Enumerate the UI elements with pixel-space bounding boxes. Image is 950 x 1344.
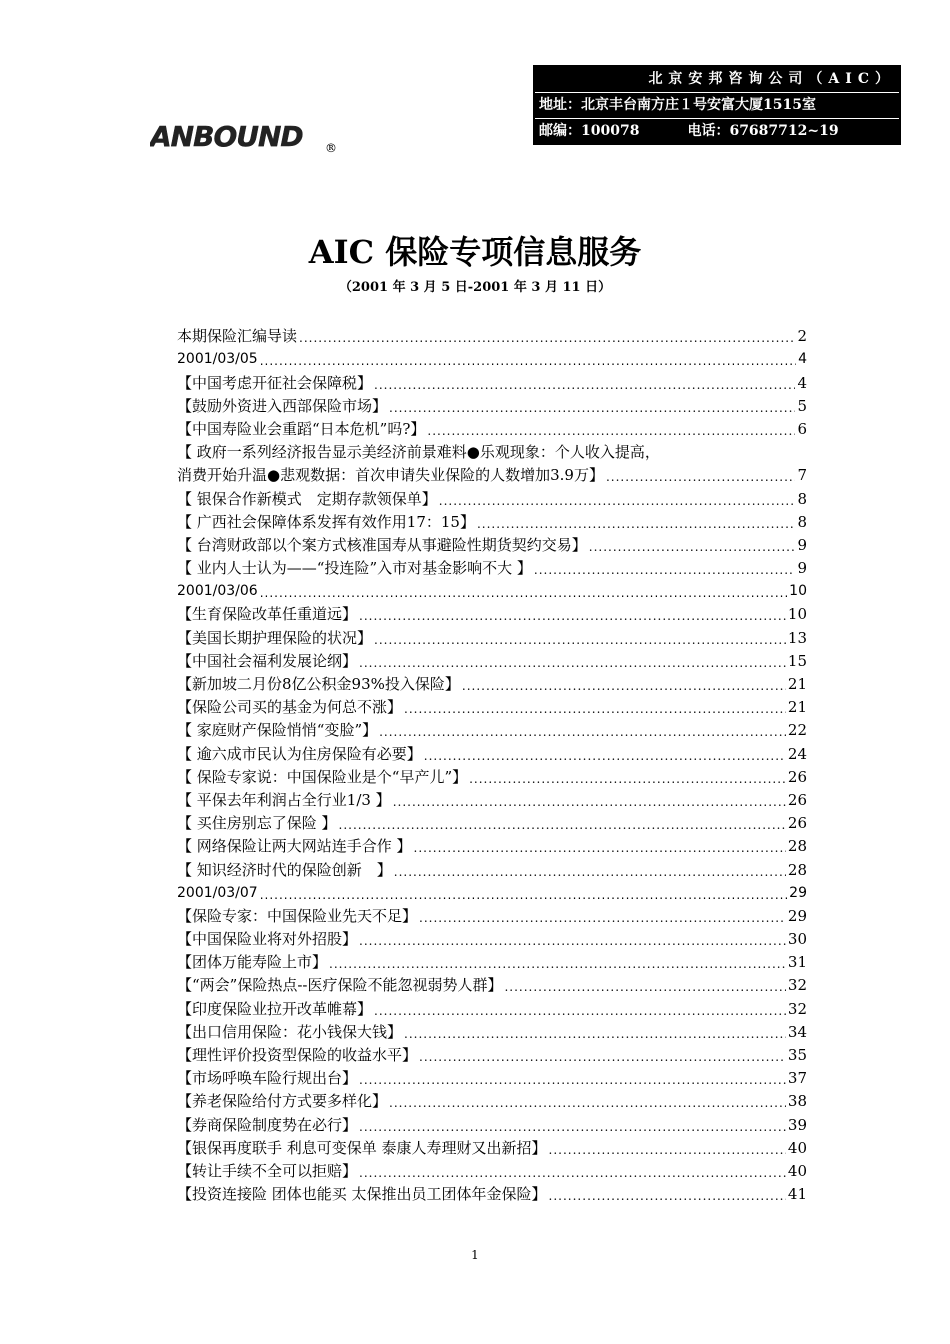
postal-code: 邮编：100078 (539, 123, 640, 139)
toc-leader-dots (549, 1187, 786, 1205)
toc-leader-dots (419, 1048, 786, 1066)
toc-entry-title: 【券商保险制度势在必行】 (177, 1115, 358, 1134)
toc-entry[interactable] (177, 927, 807, 950)
toc-leader-dots (404, 1025, 786, 1043)
toc-page-number: 13 (787, 628, 807, 647)
toc-entry[interactable] (177, 904, 807, 927)
toc-page-number: 5 (797, 396, 807, 415)
toc-entry[interactable] (177, 857, 807, 880)
toc-entry-title: 2001/03/07 (177, 884, 258, 901)
toc-leader-dots (439, 492, 796, 510)
toc-page-number: 31 (787, 953, 807, 972)
toc-entry-title: 【鼓励外资进入西部保险市场】 (177, 396, 388, 415)
toc-page-number: 34 (787, 1022, 807, 1041)
toc-entry-title: 【中国考虑开征社会保障税】 (177, 373, 373, 392)
toc-leader-dots (374, 1002, 786, 1020)
toc-entry[interactable] (177, 370, 807, 393)
toc-date-heading[interactable] (177, 347, 807, 370)
toc-date-heading[interactable] (177, 579, 807, 602)
toc-entry[interactable] (177, 510, 807, 533)
registered-mark: ® (325, 141, 337, 155)
toc-leader-dots (374, 631, 786, 649)
toc-page-number: 22 (787, 721, 807, 740)
toc-entry-title: 【 平保去年利润占全行业1/3 】 (177, 790, 391, 809)
toc-page-number: 9 (797, 559, 807, 578)
toc-page-number: 21 (787, 675, 807, 693)
toc-page-number: 2 (797, 327, 807, 346)
toc-entry[interactable] (177, 463, 807, 486)
toc-page-number: 15 (787, 651, 807, 670)
toc-entry-title: 【出口信用保险：花小钱保大钱】 (177, 1022, 403, 1041)
toc-page-number: 39 (787, 1115, 807, 1134)
toc-page-number: 4 (798, 351, 807, 368)
toc-page-number: 26 (787, 814, 807, 833)
toc-entry-title: 【保险公司买的基金为何总不涨】 (177, 698, 403, 717)
phone-number: 电话：67687712~19 (687, 123, 839, 139)
toc-page-number: 8 (797, 512, 807, 531)
toc-page-number: 40 (787, 1161, 807, 1180)
toc-entry[interactable] (177, 1159, 807, 1182)
toc-leader-dots (504, 978, 785, 996)
toc-page-number: 9 (797, 535, 807, 554)
toc-leader-dots (389, 399, 795, 417)
toc-entry-title: 【 台湾财政部以个案方式核准国寿从事避险性期货契约交易】 (177, 535, 587, 554)
toc-entry[interactable] (177, 695, 807, 718)
toc-page-number: 30 (787, 930, 807, 949)
toc-entry[interactable] (177, 440, 807, 463)
toc-leader-dots (359, 1164, 786, 1182)
toc-entry[interactable] (177, 1089, 807, 1112)
toc-entry-title: 【 广西社会保障体系发挥有效作用17：15】 (177, 512, 475, 531)
toc-leader-dots (260, 584, 787, 602)
anbound-logo-graphic (150, 116, 340, 156)
toc-entry[interactable] (177, 741, 807, 764)
toc-entry-title: 【市场呼唤车险行规出台】 (177, 1069, 358, 1088)
toc-entry[interactable] (177, 324, 807, 347)
toc-entry[interactable] (177, 486, 807, 509)
toc-leader-dots (589, 538, 796, 556)
toc-entry-title: 【转让手续不全可以拒赔】 (177, 1161, 358, 1180)
toc-page-number: 26 (787, 767, 807, 786)
toc-entry-title: 2001/03/06 (177, 583, 258, 600)
toc-entry[interactable] (177, 394, 807, 417)
toc-page-number: 32 (787, 999, 807, 1018)
toc-entry-title: 【理性评价投资型保险的收益水平】 (177, 1046, 418, 1064)
toc-entry-title: 【银保再度联手 利息可变保单 泰康人寿理财又出新招】 (177, 1138, 547, 1157)
toc-entry-title: 2001/03/05 (177, 351, 258, 368)
toc-leader-dots (299, 329, 795, 347)
toc-leader-dots (260, 352, 796, 370)
toc-entry[interactable] (177, 973, 807, 996)
toc-entry[interactable] (177, 649, 807, 672)
toc-page-number: 35 (787, 1046, 807, 1064)
toc-entry[interactable] (177, 1020, 807, 1043)
toc-leader-dots (424, 747, 786, 765)
toc-entry[interactable] (177, 1043, 807, 1066)
toc-entry[interactable] (177, 1066, 807, 1089)
toc-entry[interactable] (177, 417, 807, 440)
toc-entry[interactable] (177, 811, 807, 834)
toc-page-number: 8 (797, 489, 807, 508)
toc-entry-title: 【 知识经济时代的保险创新 】 (177, 860, 392, 879)
table-of-contents (177, 324, 807, 1205)
toc-leader-dots (329, 955, 786, 973)
toc-entry-title: 【 业内人士认为——“投连险”入市对基金影响不大 】 (177, 559, 532, 578)
company-contact (535, 119, 899, 144)
toc-entry-title: 【 银保合作新模式 定期存款领保单】 (177, 489, 437, 508)
toc-entry-title: 【 逾六成市民认为住房保险有必要】 (177, 744, 422, 763)
toc-leader-dots (414, 839, 786, 857)
toc-leader-dots (359, 932, 786, 950)
toc-page-number: 29 (789, 884, 807, 901)
toc-entry[interactable] (177, 625, 807, 648)
toc-leader-dots (379, 723, 786, 741)
toc-entry-title: 【“两会”保险热点--医疗保险不能忽视弱势人群】 (177, 976, 503, 995)
toc-entry[interactable] (177, 533, 807, 556)
toc-page-number: 6 (797, 419, 807, 438)
toc-entry-title: 【 网络保险让两大网站连手合作 】 (177, 837, 412, 856)
toc-leader-dots (260, 886, 787, 904)
toc-page-number: 21 (787, 698, 807, 717)
toc-page-number: 24 (787, 744, 807, 763)
toc-page-number: 28 (787, 837, 807, 856)
toc-leader-dots (469, 770, 786, 788)
toc-page-number: 10 (789, 583, 807, 600)
toc-entry[interactable] (177, 556, 807, 579)
toc-page-number: 40 (787, 1138, 807, 1157)
toc-entry-title: 【养老保险给付方式要多样化】 (177, 1092, 388, 1111)
toc-page-number: 28 (787, 860, 807, 879)
toc-leader-dots (374, 376, 795, 394)
toc-entry[interactable] (177, 950, 807, 973)
toc-entry-title: 本期保险汇编导读 (177, 327, 298, 346)
page-title: AIC 保险专项信息服务 (308, 233, 642, 271)
toc-entry-title: 【投资连接险 团体也能买 太保推出员工团体年金保险】 (177, 1185, 547, 1204)
toc-entry-title: 【印度保险业拉开改革帷幕】 (177, 999, 373, 1018)
toc-leader-dots (477, 515, 796, 533)
toc-page-number: 4 (797, 373, 807, 392)
toc-leader-dots (427, 422, 795, 440)
toc-leader-dots (389, 1094, 786, 1112)
toc-entry[interactable] (177, 996, 807, 1019)
toc-entry[interactable] (177, 602, 807, 625)
toc-entry-title: 【中国保险业将对外招股】 (177, 930, 358, 949)
toc-entry[interactable] (177, 1112, 807, 1135)
date-range: （2001 年 3 月 5 日-2001 年 3 月 11 日） (338, 280, 612, 295)
company-info-box (533, 65, 901, 145)
toc-entry-title: 【 家庭财产保险悄悄“变脸”】 (177, 721, 378, 740)
toc-leader-dots (549, 1141, 786, 1159)
toc-page-number: 37 (787, 1069, 807, 1088)
toc-leader-dots (359, 607, 786, 625)
toc-entry[interactable] (177, 834, 807, 857)
logo-text: ANBOUND (150, 120, 303, 153)
toc-leader-dots (339, 816, 786, 834)
toc-entry-title: 【中国社会福利发展论纲】 (177, 651, 358, 670)
toc-entry[interactable] (177, 1136, 807, 1159)
toc-entry-title: 【团体万能寿险上市】 (177, 953, 328, 972)
toc-page-number: 32 (787, 976, 807, 995)
toc-leader-dots (404, 700, 786, 718)
toc-page-number: 7 (797, 466, 807, 485)
toc-leader-dots (359, 1071, 786, 1089)
toc-entry-title: 【美国长期护理保险的状况】 (177, 628, 373, 647)
toc-leader-dots (534, 561, 796, 579)
toc-entry-title: 【中国寿险业会重蹈“日本危机”吗?】 (177, 419, 426, 438)
toc-entry-title: 【 保险专家说：中国保险业是个“早产儿”】 (177, 767, 468, 786)
company-address: 地址：北京丰台南方庄１号安富大厦1515室 (535, 93, 899, 119)
toc-leader-dots (419, 909, 786, 927)
toc-entry-title: 消费开始升温●悲观数据：首次申请失业保险的人数增加3.9万】 (177, 466, 604, 485)
toc-date-heading[interactable] (177, 881, 807, 904)
toc-page-number: 38 (787, 1092, 807, 1111)
toc-leader-dots (606, 468, 796, 486)
toc-entry[interactable] (177, 718, 807, 741)
toc-leader-dots (394, 863, 786, 881)
toc-leader-dots (393, 793, 786, 811)
toc-entry[interactable] (177, 1182, 807, 1205)
toc-page-number: 26 (787, 790, 807, 809)
toc-entry[interactable] (177, 788, 807, 811)
toc-page-number: 10 (787, 605, 807, 624)
toc-leader-dots (359, 1118, 786, 1136)
toc-leader-dots (462, 677, 786, 695)
toc-entry[interactable] (177, 672, 807, 695)
toc-entry-title: 【新加坡二月份8亿公积金93%投入保险】 (177, 675, 460, 693)
anbound-logo (150, 116, 340, 156)
toc-entry-title: 【 政府一系列经济报告显示美经济前景难料●乐观现象：个人收入提高， (177, 443, 660, 462)
toc-entry-title: 【生育保险改革任重道远】 (177, 605, 358, 624)
toc-entry-title: 【保险专家：中国保险业先天不足】 (177, 906, 418, 925)
toc-page-number: 29 (787, 906, 807, 925)
toc-page-number: 41 (787, 1185, 807, 1204)
page-number: 1 (471, 1248, 479, 1262)
company-name: 北京安邦咨询公司（AIC） (535, 67, 899, 93)
toc-entry-title: 【 买住房别忘了保险 】 (177, 814, 337, 833)
toc-leader-dots (359, 654, 786, 672)
toc-entry[interactable] (177, 765, 807, 788)
